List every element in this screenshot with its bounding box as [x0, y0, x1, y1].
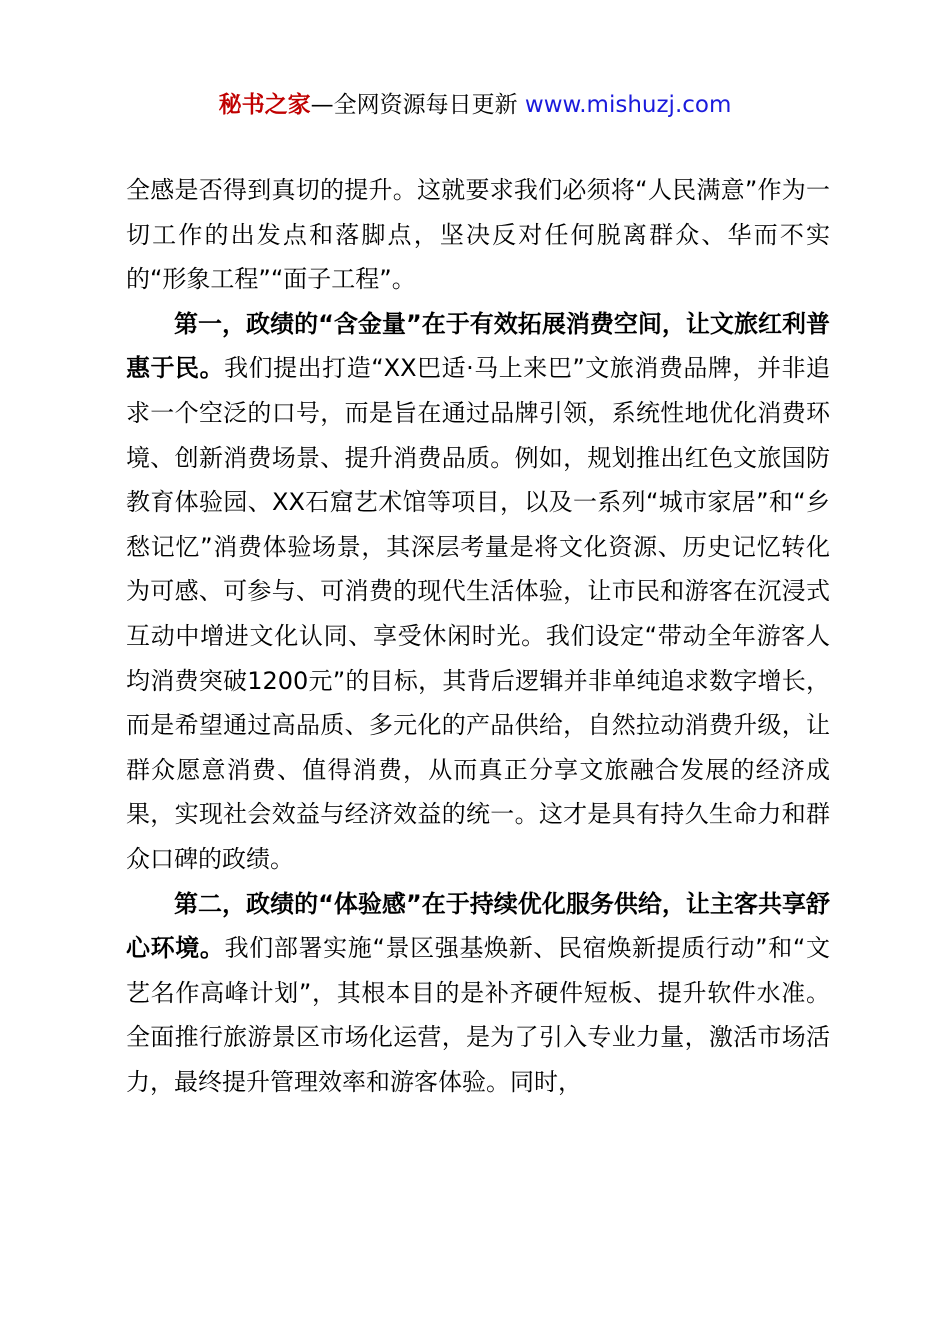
- paragraph-continuation: [126, 168, 830, 302]
- paragraph-heading: 第二，政绩的“体验感”在于持续优化服务供给，让主客共享舒心环境。: [126, 889, 830, 963]
- brand-name: 秘书之家: [218, 92, 311, 118]
- paragraph-heading: 第一，政绩的“含金量”在于有效拓展消费空间，让文旅红利普惠于民。: [126, 309, 830, 383]
- paragraph-first-point: [126, 302, 830, 882]
- document-body: [126, 168, 830, 1104]
- header-tagline: —全网资源每日更新: [310, 92, 518, 118]
- site-header: [0, 88, 950, 122]
- paragraph-second-point: [126, 882, 830, 1105]
- site-url-link[interactable]: www.mishuzj.com: [524, 92, 732, 118]
- paragraph-text: 我们部署实施“景区强基焕新、民宿焕新提质行动”和“文艺名作高峰计划”，其根本目的是补齐硬件短板、提升软件水准。全面推行旅游景区市场化运营，是为了引入专业力量，激活市场活力，最终提升管理效率和游客体验。同时，: [126, 934, 830, 1096]
- paragraph-text: 全感是否得到真切的提升。这就要求我们必须将“人民满意”作为一切工作的出发点和落脚点，坚决反对任何脱离群众、华而不实的“形象工程”“面子工程”。: [126, 176, 830, 294]
- paragraph-text: 我们提出打造“XX巴适·马上来巴”文旅消费品牌，并非追求一个空泛的口号，而是旨在通过品牌引领，系统性地优化消费环境、创新消费场景、提升消费品质。例如，规划推出红色文旅国防教育体验园、XX石窟艺术馆等项目，以及一系列“城市家居”和“乡愁记忆”消费体验场景，其深层考量是将文化资源、历史记忆转化为可感、可参与、可消费的现代生活体验，让市民和游客在沉浸式互动中增进文化认同、享受休闲时光。我们设定“带动全年游客人均消费突破1200元”的目标，其背后逻辑并非单纯追求数字增长，而是希望通过高品质、多元化的产品供给，自然拉动消费升级，让群众愿意消费、值得消费，从而真正分享文旅融合发展的经济成果，实现社会效益与经济效益的统一。这才是具有持久生命力和群众口碑的政绩。: [126, 354, 830, 873]
